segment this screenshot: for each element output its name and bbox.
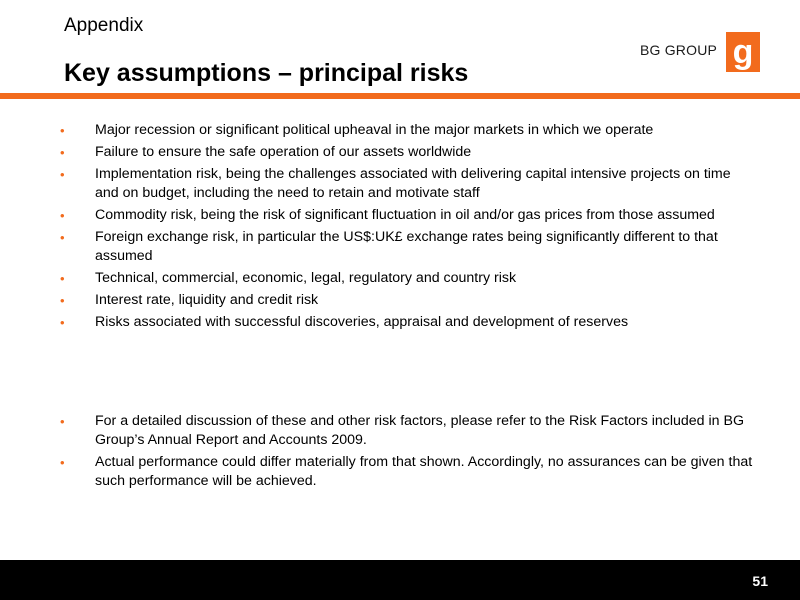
- footer-bar: [0, 560, 800, 600]
- list-item: [56, 412, 756, 450]
- list-item: [56, 143, 756, 162]
- bullet-icon: •: [60, 271, 65, 286]
- header-rule: [0, 93, 800, 99]
- list-item: [56, 121, 756, 140]
- list-item-text: Technical, commercial, economic, legal, regulatory and country risk: [95, 270, 517, 286]
- list-item: [56, 453, 756, 491]
- slide-title: Key assumptions – principal risks: [64, 59, 469, 87]
- list-item: [56, 206, 756, 225]
- list-item: [56, 291, 756, 310]
- list-item-text: Major recession or significant political upheaval in the major markets in which we operate: [95, 122, 654, 138]
- list-item-text: Implementation risk, being the challenges associated with delivering capital intensive projects on time and on budget, including the need to retain and motivate staff: [95, 166, 731, 201]
- bullet-icon: •: [60, 293, 65, 308]
- list-item: [56, 228, 756, 266]
- bullet-icon: •: [60, 145, 65, 160]
- bullet-icon: •: [60, 455, 65, 470]
- list-item-text: Failure to ensure the safe operation of our assets worldwide: [95, 144, 472, 160]
- list-item-text: Actual performance could differ materially from that shown. Accordingly, no assurances can be given that such performance will be achieved.: [95, 454, 753, 489]
- bullet-icon: •: [60, 414, 65, 429]
- logo-text: BG GROUP: [640, 42, 718, 58]
- bullet-icon: •: [60, 208, 65, 223]
- bullet-icon: •: [60, 123, 65, 138]
- list-item-text: Risks associated with successful discoveries, appraisal and development of reserves: [95, 314, 629, 330]
- bg-group-logo-icon: [726, 32, 760, 72]
- list-item: [56, 269, 756, 288]
- list-item: [56, 313, 756, 332]
- list-item-text: For a detailed discussion of these and other risk factors, please refer to the Risk Factors included in BG Group’s Annual Report and Accounts 2009.: [95, 413, 745, 448]
- list-item-text: Interest rate, liquidity and credit risk: [95, 292, 319, 308]
- list-item-text: Commodity risk, being the risk of significant fluctuation in oil and/or gas prices from those assumed: [95, 207, 715, 223]
- notes-list: [56, 412, 756, 494]
- svg-text:g: g: [732, 33, 754, 71]
- list-item-text: Foreign exchange risk, in particular the US$:UK£ exchange rates being significantly different to that assumed: [95, 229, 718, 264]
- risk-list: [56, 121, 756, 335]
- bullet-icon: •: [60, 315, 65, 330]
- bullet-icon: •: [60, 167, 65, 182]
- list-item: [56, 165, 756, 203]
- bg-group-logo: [640, 32, 760, 72]
- page-number: 51: [752, 573, 768, 589]
- bullet-icon: •: [60, 230, 65, 245]
- section-label: Appendix: [64, 15, 144, 36]
